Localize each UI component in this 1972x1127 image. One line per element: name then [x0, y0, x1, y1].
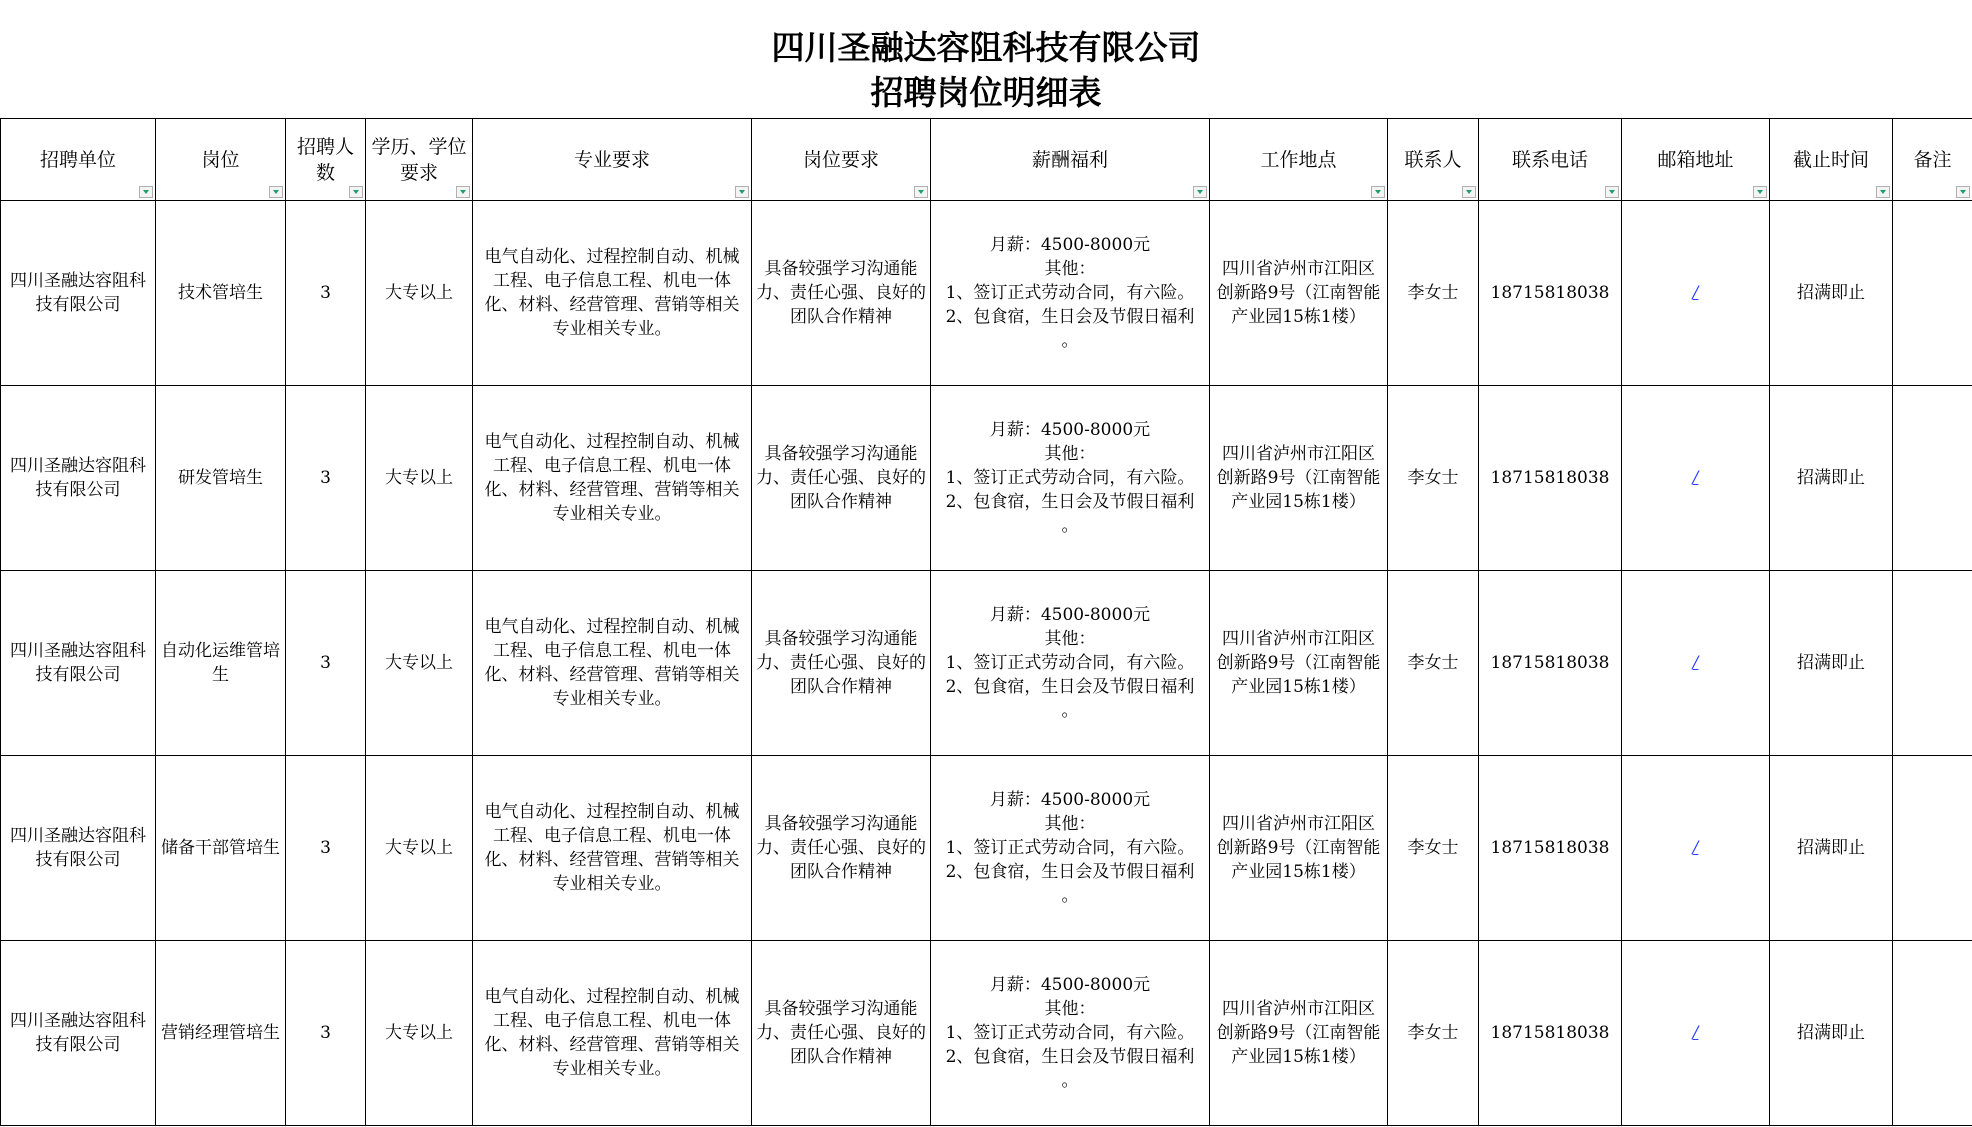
col-header-label: 专业要求	[573, 148, 650, 171]
salary-line: 。	[1061, 331, 1079, 351]
col-header-label: 备注	[1913, 148, 1952, 171]
salary-line: 。	[1061, 701, 1079, 721]
col-header-label: 截止时间	[1792, 148, 1869, 171]
table-row	[1, 386, 1972, 571]
sheet-title	[0, 0, 1972, 118]
col-header-requirement	[752, 119, 931, 201]
salary-line: 其他：	[1044, 814, 1096, 834]
salary-line: 1、签订正式劳动合同，有六险。	[945, 653, 1195, 673]
cell-contact: 李女士	[1388, 201, 1479, 386]
cell-email	[1622, 386, 1770, 571]
col-header-label: 邮箱地址	[1657, 148, 1734, 171]
cell-note	[1893, 571, 1972, 756]
filter-dropdown-icon[interactable]	[1753, 186, 1767, 198]
filter-dropdown-icon[interactable]	[269, 186, 283, 198]
cell-salary	[931, 941, 1210, 1126]
email-link[interactable]: /	[1692, 653, 1699, 673]
salary-line: 2、包食宿，生日会及节假日福利	[945, 492, 1195, 512]
col-header-position	[156, 119, 286, 201]
cell-unit: 四川圣融达容阻科技有限公司	[1, 386, 156, 571]
col-header-note	[1893, 119, 1972, 201]
email-link[interactable]: /	[1692, 838, 1699, 858]
cell-unit: 四川圣融达容阻科技有限公司	[1, 941, 156, 1126]
cell-deadline: 招满即止	[1770, 756, 1893, 941]
cell-unit: 四川圣融达容阻科技有限公司	[1, 201, 156, 386]
cell-phone: 18715818038	[1479, 571, 1622, 756]
cell-major: 电气自动化、过程控制自动、机械工程、电子信息工程、机电一体化、材料、经营管理、营销等相关专业相关专业。	[473, 201, 752, 386]
filter-dropdown-icon[interactable]	[1193, 186, 1207, 198]
table-row	[1, 756, 1972, 941]
title-company: 四川圣融达容阻科技有限公司	[771, 28, 1201, 67]
cell-count: 3	[286, 201, 366, 386]
salary-line: 。	[1061, 1071, 1079, 1091]
col-header-location	[1210, 119, 1388, 201]
cell-major: 电气自动化、过程控制自动、机械工程、电子信息工程、机电一体化、材料、经营管理、营销等相关专业相关专业。	[473, 756, 752, 941]
cell-deadline: 招满即止	[1770, 201, 1893, 386]
col-header-count	[286, 119, 366, 201]
col-header-label: 学历、学位要求	[371, 135, 467, 184]
cell-salary	[931, 756, 1210, 941]
col-header-education	[366, 119, 473, 201]
cell-position: 研发管培生	[156, 386, 286, 571]
cell-requirement: 具备较强学习沟通能力、责任心强、良好的团队合作精神	[752, 941, 931, 1126]
cell-email	[1622, 571, 1770, 756]
cell-requirement: 具备较强学习沟通能力、责任心强、良好的团队合作精神	[752, 201, 931, 386]
email-link[interactable]: /	[1692, 468, 1699, 488]
title-subtitle: 招聘岗位明细表	[870, 73, 1102, 112]
cell-phone: 18715818038	[1479, 756, 1622, 941]
salary-line: 。	[1061, 886, 1079, 906]
filter-dropdown-icon[interactable]	[914, 186, 928, 198]
col-header-label: 薪酬福利	[1031, 148, 1108, 171]
cell-location: 四川省泸州市江阳区创新路9号（江南智能产业园15栋1楼）	[1210, 386, 1388, 571]
cell-requirement: 具备较强学习沟通能力、责任心强、良好的团队合作精神	[752, 571, 931, 756]
cell-count: 3	[286, 756, 366, 941]
cell-phone: 18715818038	[1479, 941, 1622, 1126]
cell-salary	[931, 201, 1210, 386]
cell-unit: 四川圣融达容阻科技有限公司	[1, 571, 156, 756]
cell-position: 储备干部管培生	[156, 756, 286, 941]
col-header-unit	[1, 119, 156, 201]
salary-line: 月薪：4500-8000元	[989, 420, 1151, 440]
recruitment-table	[0, 118, 1972, 1126]
table-row	[1, 941, 1972, 1126]
salary-line: 2、包食宿，生日会及节假日福利	[945, 677, 1195, 697]
salary-line: 其他：	[1044, 999, 1096, 1019]
salary-line: 其他：	[1044, 444, 1096, 464]
cell-deadline: 招满即止	[1770, 941, 1893, 1126]
cell-note	[1893, 756, 1972, 941]
filter-dropdown-icon[interactable]	[1371, 186, 1385, 198]
salary-line: 2、包食宿，生日会及节假日福利	[945, 307, 1195, 327]
cell-education: 大专以上	[366, 941, 473, 1126]
cell-contact: 李女士	[1388, 941, 1479, 1126]
cell-requirement: 具备较强学习沟通能力、责任心强、良好的团队合作精神	[752, 386, 931, 571]
col-header-email	[1622, 119, 1770, 201]
col-header-deadline	[1770, 119, 1893, 201]
salary-line: 月薪：4500-8000元	[989, 975, 1151, 995]
cell-email	[1622, 201, 1770, 386]
cell-note	[1893, 201, 1972, 386]
cell-education: 大专以上	[366, 201, 473, 386]
cell-note	[1893, 386, 1972, 571]
salary-line: 月薪：4500-8000元	[989, 605, 1151, 625]
col-header-contact	[1388, 119, 1479, 201]
cell-unit: 四川圣融达容阻科技有限公司	[1, 756, 156, 941]
cell-major: 电气自动化、过程控制自动、机械工程、电子信息工程、机电一体化、材料、经营管理、营销等相关专业相关专业。	[473, 941, 752, 1126]
col-header-label: 招聘人数	[296, 135, 354, 184]
salary-line: 其他：	[1044, 259, 1096, 279]
cell-position: 自动化运维管培生	[156, 571, 286, 756]
col-header-label: 岗位	[201, 148, 240, 171]
cell-count: 3	[286, 386, 366, 571]
salary-line: 2、包食宿，生日会及节假日福利	[945, 862, 1195, 882]
filter-dropdown-icon[interactable]	[139, 186, 153, 198]
cell-phone: 18715818038	[1479, 386, 1622, 571]
filter-dropdown-icon[interactable]	[456, 186, 470, 198]
cell-salary	[931, 386, 1210, 571]
email-link[interactable]: /	[1692, 283, 1699, 303]
cell-contact: 李女士	[1388, 386, 1479, 571]
cell-location: 四川省泸州市江阳区创新路9号（江南智能产业园15栋1楼）	[1210, 201, 1388, 386]
filter-dropdown-icon[interactable]	[349, 186, 363, 198]
table-row	[1, 571, 1972, 756]
cell-location: 四川省泸州市江阳区创新路9号（江南智能产业园15栋1楼）	[1210, 941, 1388, 1126]
salary-line: 2、包食宿，生日会及节假日福利	[945, 1047, 1195, 1067]
salary-line: 。	[1061, 516, 1079, 536]
cell-note	[1893, 941, 1972, 1126]
header-row	[1, 119, 1972, 201]
salary-line: 其他：	[1044, 629, 1096, 649]
col-header-phone	[1479, 119, 1622, 201]
salary-line: 月薪：4500-8000元	[989, 235, 1151, 255]
salary-line: 月薪：4500-8000元	[989, 790, 1151, 810]
salary-line: 1、签订正式劳动合同，有六险。	[945, 1023, 1195, 1043]
email-link[interactable]: /	[1692, 1023, 1699, 1043]
salary-line: 1、签订正式劳动合同，有六险。	[945, 838, 1195, 858]
cell-contact: 李女士	[1388, 571, 1479, 756]
col-header-label: 岗位要求	[802, 148, 879, 171]
col-header-label: 招聘单位	[39, 148, 116, 171]
table-row	[1, 201, 1972, 386]
col-header-major	[473, 119, 752, 201]
salary-line: 1、签订正式劳动合同，有六险。	[945, 468, 1195, 488]
salary-line: 1、签订正式劳动合同，有六险。	[945, 283, 1195, 303]
cell-requirement: 具备较强学习沟通能力、责任心强、良好的团队合作精神	[752, 756, 931, 941]
cell-contact: 李女士	[1388, 756, 1479, 941]
cell-education: 大专以上	[366, 756, 473, 941]
cell-email	[1622, 941, 1770, 1126]
cell-location: 四川省泸州市江阳区创新路9号（江南智能产业园15栋1楼）	[1210, 756, 1388, 941]
filter-dropdown-icon[interactable]	[1605, 186, 1619, 198]
filter-dropdown-icon[interactable]	[1876, 186, 1890, 198]
cell-email	[1622, 756, 1770, 941]
cell-salary	[931, 571, 1210, 756]
cell-major: 电气自动化、过程控制自动、机械工程、电子信息工程、机电一体化、材料、经营管理、营销等相关专业相关专业。	[473, 571, 752, 756]
col-header-label: 联系电话	[1511, 148, 1588, 171]
cell-count: 3	[286, 941, 366, 1126]
filter-dropdown-icon[interactable]	[1956, 186, 1970, 198]
col-header-label: 工作地点	[1260, 148, 1337, 171]
col-header-salary	[931, 119, 1210, 201]
cell-deadline: 招满即止	[1770, 386, 1893, 571]
cell-phone: 18715818038	[1479, 201, 1622, 386]
cell-count: 3	[286, 571, 366, 756]
cell-education: 大专以上	[366, 386, 473, 571]
cell-education: 大专以上	[366, 571, 473, 756]
filter-dropdown-icon[interactable]	[1462, 186, 1476, 198]
col-header-label: 联系人	[1404, 148, 1462, 171]
cell-deadline: 招满即止	[1770, 571, 1893, 756]
cell-position: 营销经理管培生	[156, 941, 286, 1126]
cell-position: 技术管培生	[156, 201, 286, 386]
cell-location: 四川省泸州市江阳区创新路9号（江南智能产业园15栋1楼）	[1210, 571, 1388, 756]
filter-dropdown-icon[interactable]	[735, 186, 749, 198]
cell-major: 电气自动化、过程控制自动、机械工程、电子信息工程、机电一体化、材料、经营管理、营销等相关专业相关专业。	[473, 386, 752, 571]
